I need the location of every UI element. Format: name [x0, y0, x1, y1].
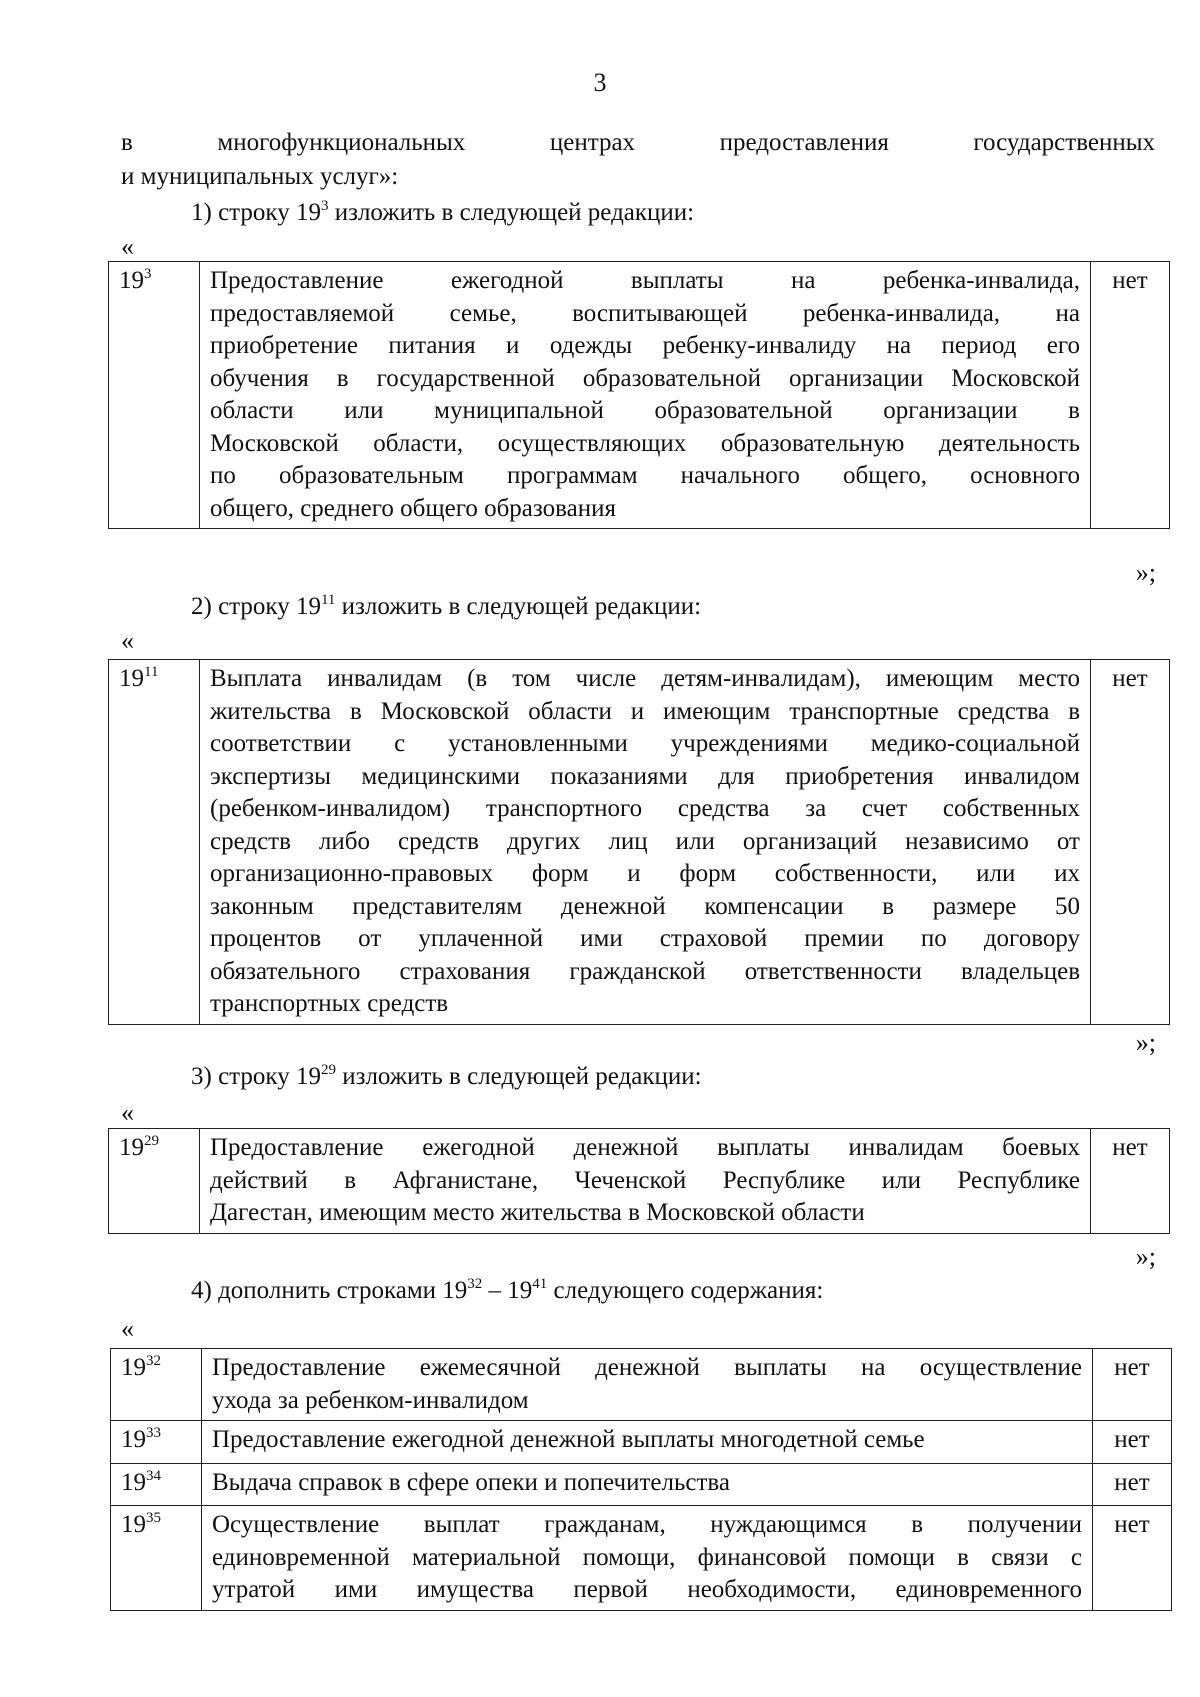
row-number: $19^{35}$: [111, 1506, 202, 1611]
row-value: нет: [1093, 1463, 1172, 1506]
row-number: $19^{32}$: [111, 1349, 202, 1421]
instruction-4: 4) дополнить строками $19^{32} - 19^{41}$ следующего содержания:: [191, 1276, 824, 1304]
quote-open-4: «: [121, 1314, 134, 1343]
quote-close-1: »;: [1135, 558, 1156, 587]
table-row: [111, 1463, 1172, 1506]
row-text: Предоставление ежегодной денежной выплаты многодетной семье: [202, 1421, 1093, 1464]
table-row: [109, 1129, 1170, 1234]
row-value: нет: [1091, 262, 1170, 529]
row-number: $19^{29}$: [109, 1129, 200, 1234]
row-number: $19^{11}$: [109, 660, 200, 1025]
quote-close-2: »;: [1135, 1028, 1156, 1057]
row-number: $19^{34}$: [111, 1463, 202, 1506]
row-text: Предоставление ежегодной выплаты на ребенка-инвалида, предоставляемой семье, воспитывающей ребенка-инвалида, на приобретение питания и одежды ребенку-инвалиду на период его обучения в государственной образовательной организации Московской области или муниципальной образовательной организации в Московской области, осуществляющих образовательную деятельность по образовательным программам начального общего, основного общего, среднего общего образования: [200, 262, 1091, 529]
table-row: [109, 262, 1170, 529]
row-value: нет: [1093, 1421, 1172, 1464]
quote-open-1: «: [121, 232, 134, 261]
row-text: Выплата инвалидам (в том числе детям-инвалидам), имеющим место жительства в Московской области и имеющим транспортные средства в соответствии с установленными учреждениями медико-социальной экспертизы медицинскими показаниями для приобретения инвалидом (ребенком-инвалидом) транспортного средства за счет собственных средств либо средств других лиц или организаций независимо от организационно-правовых форм и форм собственности, или их законным представителям денежной компенсации в размере 50 процентов от уплаченной ими страховой премии по договору обязательного страхования гражданской ответственности владельцев транспортных средств: [200, 660, 1091, 1025]
table-row: [111, 1421, 1172, 1464]
intro-paragraph: [121, 126, 1155, 194]
table-2: [108, 659, 1170, 1025]
row-number: $19^{33}$: [111, 1421, 202, 1464]
row-text: Предоставление ежемесячной денежной выплаты на осуществление ухода за ребенком-инвалидом: [202, 1349, 1093, 1421]
page-number: 3: [593, 68, 607, 97]
row-value: нет: [1093, 1506, 1172, 1611]
intro-line-2: и муниципальных услуг»:: [121, 163, 399, 190]
table-row: [111, 1349, 1172, 1421]
row-text: Предоставление ежегодной денежной выплаты инвалидам боевых действий в Афганистане, Чеченской Республике или Республике Дагестан, имеющим место жительства в Московской области: [200, 1129, 1091, 1234]
table-row: [109, 660, 1170, 1025]
table-3: [108, 1128, 1170, 1234]
row-value: нет: [1091, 1129, 1170, 1234]
quote-close-3: »;: [1135, 1242, 1156, 1271]
instruction-1: 1) строку $19^3$ изложить в следующей редакции:: [191, 198, 695, 226]
intro-line-1: в многофункциональных центрах предоставления государственных: [121, 129, 1155, 156]
row-value: нет: [1093, 1349, 1172, 1421]
row-text: Выдача справок в сфере опеки и попечительства: [202, 1463, 1093, 1506]
quote-open-3: «: [121, 1098, 134, 1127]
row-number: $19^3$: [109, 262, 200, 529]
instruction-2: 2) строку $19^{11}$ изложить в следующей редакции:: [191, 592, 702, 620]
quote-open-2: «: [121, 626, 134, 655]
row-value: нет: [1091, 660, 1170, 1025]
table-1: [108, 261, 1170, 529]
instruction-3: 3) строку $19^{29}$ изложить в следующей редакции:: [191, 1062, 702, 1090]
table-4: [110, 1348, 1172, 1611]
row-text: Осуществление выплат гражданам, нуждающимся в получении единовременной материальной помощи, финансовой помощи в связи с утратой ими имущества первой необходимости, единовременного: [202, 1506, 1093, 1611]
table-row: [111, 1506, 1172, 1611]
